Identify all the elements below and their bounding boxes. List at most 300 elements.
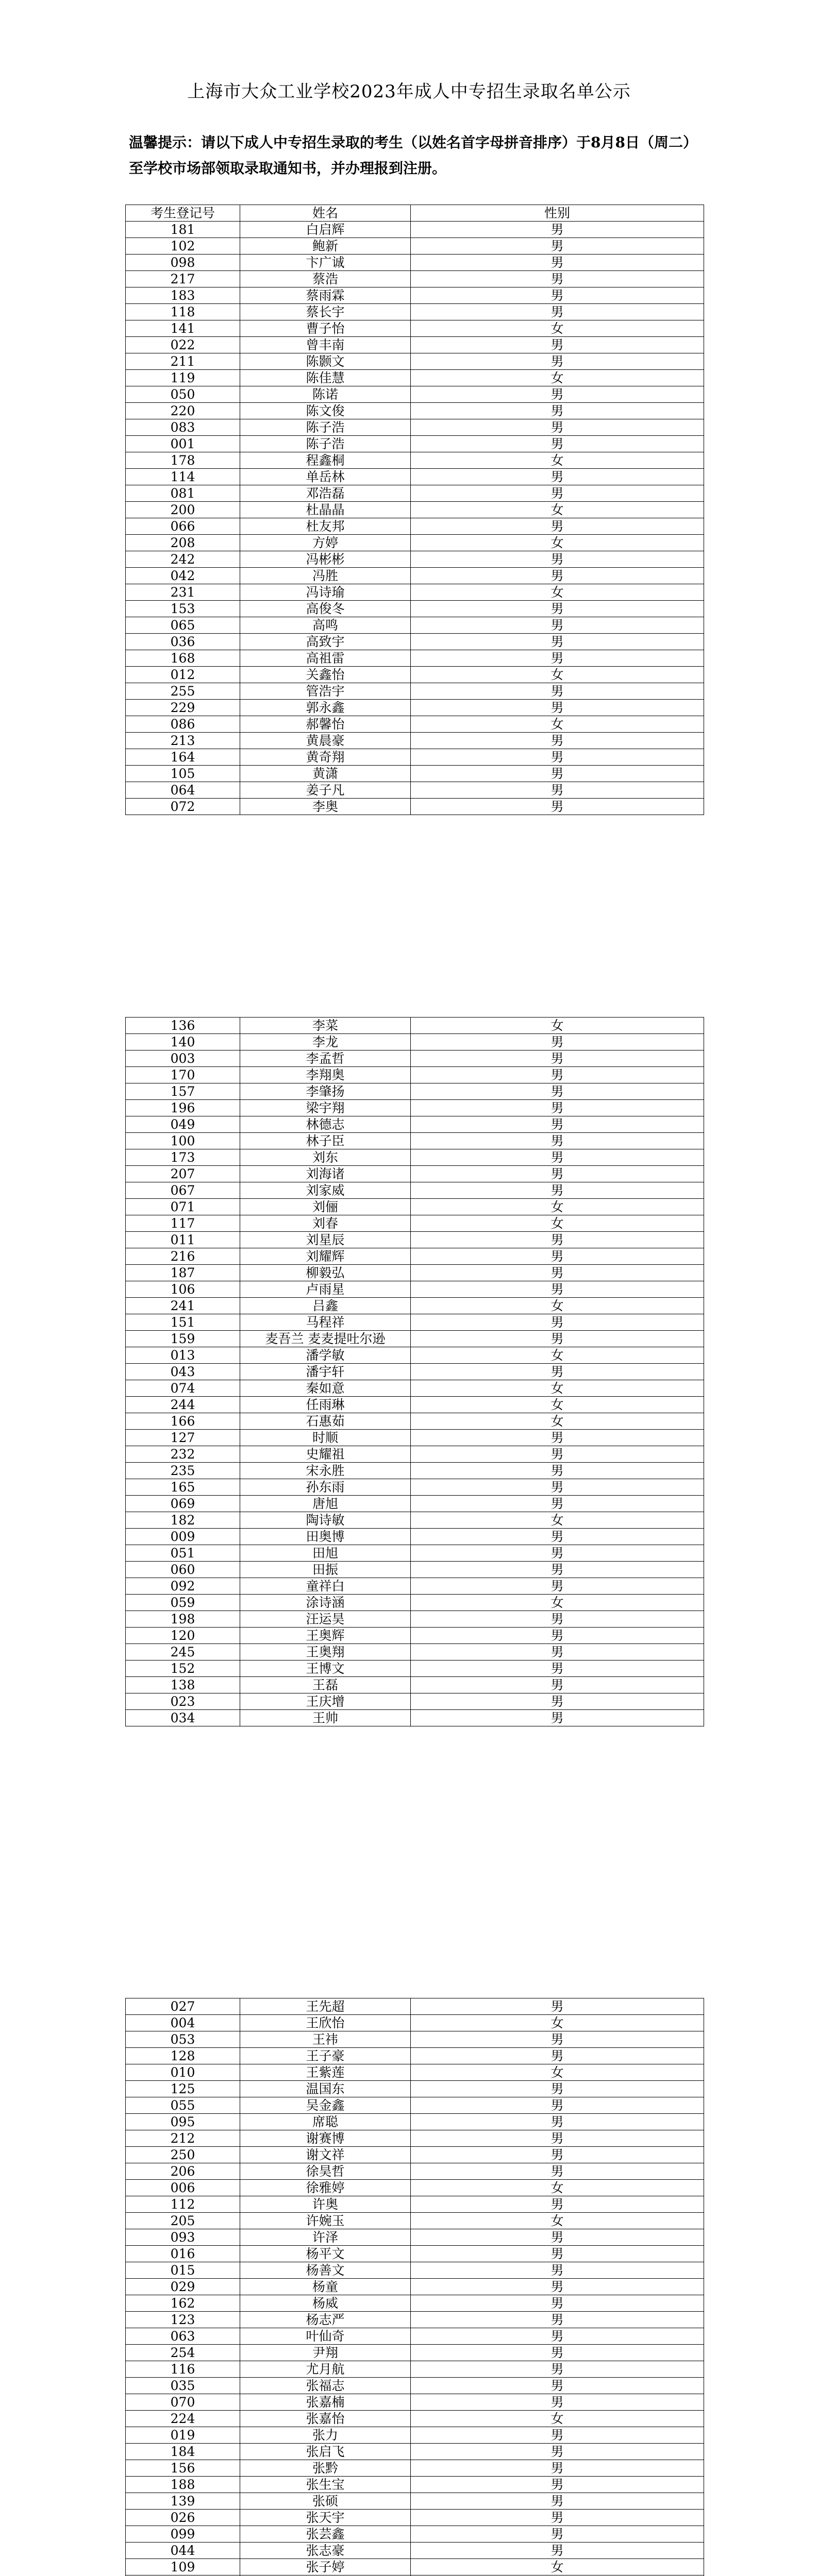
name-cell: 秦如意 — [240, 1380, 411, 1397]
registration-number-cell: 105 — [126, 766, 240, 782]
gender-cell: 男 — [411, 1100, 704, 1116]
table-row — [126, 1083, 704, 1100]
table-row — [126, 1479, 704, 1496]
name-cell: 黄奇翔 — [240, 749, 411, 766]
gender-cell: 男 — [411, 1067, 704, 1083]
name-cell: 王庆增 — [240, 1693, 411, 1710]
registration-number-cell: 242 — [126, 551, 240, 568]
registration-number-cell: 102 — [126, 238, 240, 255]
registration-number-cell: 138 — [126, 1677, 240, 1693]
registration-number-cell: 164 — [126, 749, 240, 766]
table-row — [126, 782, 704, 799]
table-row — [126, 1116, 704, 1133]
registration-number-cell: 093 — [126, 2229, 240, 2246]
gender-cell: 男 — [411, 2163, 704, 2180]
table-row — [126, 733, 704, 749]
table-row — [126, 1199, 704, 1215]
registration-number-cell: 152 — [126, 1660, 240, 1677]
table-row — [126, 2213, 704, 2229]
name-cell: 王祎 — [240, 2031, 411, 2048]
table-row — [126, 799, 704, 815]
name-cell: 王奥翔 — [240, 1644, 411, 1660]
gender-cell: 女 — [411, 667, 704, 683]
table-row — [126, 1578, 704, 1595]
gender-cell: 男 — [411, 337, 704, 353]
table-row — [126, 2427, 704, 2444]
name-cell: 谢赛博 — [240, 2130, 411, 2147]
registration-number-cell: 166 — [126, 1413, 240, 1430]
registration-number-cell: 060 — [126, 1562, 240, 1578]
registration-number-cell: 106 — [126, 1281, 240, 1298]
gender-cell: 男 — [411, 700, 704, 716]
table-row — [126, 1347, 704, 1364]
name-cell: 黄晨豪 — [240, 733, 411, 749]
name-cell: 方婷 — [240, 535, 411, 551]
name-cell: 陈子浩 — [240, 436, 411, 452]
table-row — [126, 337, 704, 353]
registration-number-cell: 208 — [126, 535, 240, 551]
table-row — [126, 749, 704, 766]
admission-table-part-1 — [125, 205, 704, 815]
gender-header: 性别 — [411, 205, 704, 222]
gender-cell: 男 — [411, 304, 704, 320]
table-row — [126, 1050, 704, 1067]
registration-number-cell: 207 — [126, 1166, 240, 1182]
name-cell: 冯彬彬 — [240, 551, 411, 568]
gender-cell: 男 — [411, 617, 704, 634]
table-row — [126, 1298, 704, 1314]
gender-cell: 男 — [411, 1182, 704, 1199]
gender-cell: 男 — [411, 2048, 704, 2064]
gender-cell: 男 — [411, 1364, 704, 1380]
gender-cell: 男 — [411, 2378, 704, 2394]
registration-number-cell: 010 — [126, 2064, 240, 2081]
name-cell: 李菜 — [240, 1018, 411, 1034]
table-row — [126, 2031, 704, 2048]
name-cell: 杨威 — [240, 2295, 411, 2312]
gender-cell: 男 — [411, 436, 704, 452]
name-cell: 张子婷 — [240, 2559, 411, 2575]
registration-number-cell: 019 — [126, 2427, 240, 2444]
name-cell: 林德志 — [240, 1116, 411, 1133]
table-row — [126, 667, 704, 683]
table-row — [126, 2460, 704, 2477]
name-cell: 杨平文 — [240, 2246, 411, 2262]
name-cell: 王奥辉 — [240, 1628, 411, 1644]
gender-cell: 女 — [411, 1199, 704, 1215]
gender-cell: 男 — [411, 1083, 704, 1100]
gender-cell: 女 — [411, 2213, 704, 2229]
name-cell: 杨善文 — [240, 2262, 411, 2279]
registration-number-cell: 070 — [126, 2394, 240, 2411]
registration-number-cell: 254 — [126, 2345, 240, 2361]
name-cell: 张力 — [240, 2427, 411, 2444]
name-header: 姓名 — [240, 205, 411, 222]
registration-number-cell: 123 — [126, 2312, 240, 2328]
registration-number-cell: 184 — [126, 2444, 240, 2460]
table-row — [126, 1413, 704, 1430]
table-row — [126, 2246, 704, 2262]
gender-cell: 女 — [411, 1512, 704, 1529]
gender-cell: 男 — [411, 683, 704, 700]
gender-cell: 男 — [411, 568, 704, 584]
registration-number-cell: 023 — [126, 1693, 240, 1710]
gender-cell: 女 — [411, 2411, 704, 2427]
table-row — [126, 1998, 704, 2015]
registration-number-cell: 112 — [126, 2196, 240, 2213]
table-row — [126, 370, 704, 386]
admission-table-part-2 — [125, 1017, 704, 1726]
table-row — [126, 1628, 704, 1644]
registration-number-cell: 029 — [126, 2279, 240, 2295]
name-cell: 陈佳慧 — [240, 370, 411, 386]
table-row — [126, 2097, 704, 2114]
table-row — [126, 1100, 704, 1116]
name-cell: 尤月航 — [240, 2361, 411, 2378]
name-cell: 马程祥 — [240, 1314, 411, 1331]
registration-number-cell: 156 — [126, 2460, 240, 2477]
name-cell: 郝馨怡 — [240, 716, 411, 733]
gender-cell: 女 — [411, 370, 704, 386]
gender-cell: 男 — [411, 1050, 704, 1067]
table-row — [126, 2015, 704, 2031]
registration-number-cell: 241 — [126, 1298, 240, 1314]
table-row — [126, 2510, 704, 2526]
registration-number-cell: 086 — [126, 716, 240, 733]
table-row — [126, 601, 704, 617]
registration-number-cell: 125 — [126, 2081, 240, 2097]
name-cell: 孙东雨 — [240, 1479, 411, 1496]
gender-cell: 男 — [411, 2295, 704, 2312]
table-row — [126, 2361, 704, 2378]
registration-number-cell: 055 — [126, 2097, 240, 2114]
name-cell: 徐雅婷 — [240, 2180, 411, 2196]
name-cell: 程鑫桐 — [240, 452, 411, 469]
name-cell: 李龙 — [240, 1034, 411, 1050]
name-cell: 李翔奥 — [240, 1067, 411, 1083]
name-cell: 高俊冬 — [240, 601, 411, 617]
table-row — [126, 1644, 704, 1660]
table-row — [126, 271, 704, 287]
table-row — [126, 1595, 704, 1611]
table-row — [126, 304, 704, 320]
registration-number-cell: 016 — [126, 2246, 240, 2262]
name-cell: 田振 — [240, 1562, 411, 1578]
table-row — [126, 2328, 704, 2345]
name-cell: 任雨琳 — [240, 1397, 411, 1413]
table-row — [126, 419, 704, 436]
registration-number-cell: 244 — [126, 1397, 240, 1413]
gender-cell: 男 — [411, 1545, 704, 1562]
name-cell: 姜子凡 — [240, 782, 411, 799]
registration-number-cell: 050 — [126, 386, 240, 403]
gender-cell: 男 — [411, 2477, 704, 2493]
gender-cell: 女 — [411, 452, 704, 469]
table-row — [126, 2130, 704, 2147]
name-cell: 陈文俊 — [240, 403, 411, 419]
gender-cell: 男 — [411, 2229, 704, 2246]
gender-cell: 男 — [411, 733, 704, 749]
gender-cell: 男 — [411, 469, 704, 485]
registration-number-cell: 117 — [126, 1215, 240, 1232]
table-row — [126, 1529, 704, 1545]
table-row — [126, 1397, 704, 1413]
name-cell: 郭永鑫 — [240, 700, 411, 716]
name-cell: 张嘉楠 — [240, 2394, 411, 2411]
table-row — [126, 1512, 704, 1529]
registration-number-cell: 035 — [126, 2378, 240, 2394]
name-cell: 张天宇 — [240, 2510, 411, 2526]
registration-number-cell: 095 — [126, 2114, 240, 2130]
table-row — [126, 2444, 704, 2460]
registration-number-cell: 157 — [126, 1083, 240, 1100]
name-cell: 杜友邦 — [240, 518, 411, 535]
table-row — [126, 436, 704, 452]
table-row — [126, 2147, 704, 2163]
registration-number-cell: 181 — [126, 222, 240, 238]
name-cell: 刘海诸 — [240, 1166, 411, 1182]
name-cell: 潘宇轩 — [240, 1364, 411, 1380]
table-row — [126, 2378, 704, 2394]
table-row — [126, 1463, 704, 1479]
gender-cell: 女 — [411, 2064, 704, 2081]
gender-cell: 男 — [411, 287, 704, 304]
gender-cell: 男 — [411, 222, 704, 238]
gender-cell: 女 — [411, 2559, 704, 2575]
gender-cell: 男 — [411, 1611, 704, 1628]
registration-number-cell: 065 — [126, 617, 240, 634]
table-row — [126, 485, 704, 502]
registration-number-cell: 012 — [126, 667, 240, 683]
table-row — [126, 683, 704, 700]
table-row — [126, 1182, 704, 1199]
registration-number-cell: 026 — [126, 2510, 240, 2526]
name-cell: 蔡浩 — [240, 271, 411, 287]
name-cell: 麦吾兰 麦麦提吐尔逊 — [240, 1331, 411, 1347]
name-cell: 曹子怡 — [240, 320, 411, 337]
name-cell: 李孟哲 — [240, 1050, 411, 1067]
gender-cell: 男 — [411, 2081, 704, 2097]
gender-cell: 男 — [411, 634, 704, 650]
name-cell: 杨童 — [240, 2279, 411, 2295]
table-row — [126, 2114, 704, 2130]
table-row — [126, 2196, 704, 2213]
name-cell: 管浩宇 — [240, 683, 411, 700]
name-cell: 许泽 — [240, 2229, 411, 2246]
registration-number-cell: 162 — [126, 2295, 240, 2312]
table-row — [126, 2081, 704, 2097]
name-cell: 高鸣 — [240, 617, 411, 634]
registration-number-cell: 170 — [126, 1067, 240, 1083]
gender-cell: 男 — [411, 353, 704, 370]
name-cell: 许奥 — [240, 2196, 411, 2213]
registration-number-cell: 069 — [126, 1496, 240, 1512]
registration-number-cell: 159 — [126, 1331, 240, 1347]
gender-cell: 男 — [411, 2114, 704, 2130]
name-cell: 王欣怡 — [240, 2015, 411, 2031]
name-cell: 宋永胜 — [240, 1463, 411, 1479]
name-cell: 鲍新 — [240, 238, 411, 255]
gender-cell: 男 — [411, 1998, 704, 2015]
table-row — [126, 1314, 704, 1331]
registration-number-cell: 081 — [126, 485, 240, 502]
table-row — [126, 2493, 704, 2510]
name-cell: 史耀祖 — [240, 1446, 411, 1463]
name-cell: 潘学敏 — [240, 1347, 411, 1364]
registration-number-cell: 196 — [126, 1100, 240, 1116]
registration-number-cell: 109 — [126, 2559, 240, 2575]
registration-number-cell: 127 — [126, 1430, 240, 1446]
name-cell: 蔡雨霖 — [240, 287, 411, 304]
name-cell: 卢雨星 — [240, 1281, 411, 1298]
gender-cell: 女 — [411, 1298, 704, 1314]
gender-cell: 女 — [411, 2015, 704, 2031]
name-cell: 王博文 — [240, 1660, 411, 1677]
gender-cell: 男 — [411, 485, 704, 502]
table-row — [126, 287, 704, 304]
table-row — [126, 634, 704, 650]
gender-cell: 男 — [411, 271, 704, 287]
gender-cell: 男 — [411, 255, 704, 271]
registration-number-cell: 188 — [126, 2477, 240, 2493]
gender-cell: 男 — [411, 1644, 704, 1660]
name-cell: 时顺 — [240, 1430, 411, 1446]
table-row — [126, 1265, 704, 1281]
name-cell: 刘俪 — [240, 1199, 411, 1215]
table-row — [126, 2262, 704, 2279]
registration-number-cell: 216 — [126, 1248, 240, 1265]
registration-number-cell: 064 — [126, 782, 240, 799]
gender-cell: 男 — [411, 650, 704, 667]
name-cell: 尹翔 — [240, 2345, 411, 2361]
table-row — [126, 2394, 704, 2411]
registration-number-cell: 015 — [126, 2262, 240, 2279]
table-row — [126, 2048, 704, 2064]
registration-number-cell: 187 — [126, 1265, 240, 1281]
gender-cell: 女 — [411, 1347, 704, 1364]
registration-number-cell: 139 — [126, 2493, 240, 2510]
name-cell: 席聪 — [240, 2114, 411, 2130]
table-row — [126, 238, 704, 255]
registration-number-cell: 067 — [126, 1182, 240, 1199]
registration-number-cell: 224 — [126, 2411, 240, 2427]
registration-number-cell: 022 — [126, 337, 240, 353]
table-row — [126, 1034, 704, 1050]
table-row — [126, 766, 704, 782]
registration-number-cell: 232 — [126, 1446, 240, 1463]
gender-cell: 男 — [411, 2312, 704, 2328]
page-title: 上海市大众工业学校2023年成人中专招生录取名单公示 — [187, 81, 631, 102]
table-row — [126, 1562, 704, 1578]
registration-number-cell: 066 — [126, 518, 240, 535]
gender-cell: 男 — [411, 2510, 704, 2526]
name-cell: 柳毅弘 — [240, 1265, 411, 1281]
registration-number-cell: 053 — [126, 2031, 240, 2048]
name-cell: 王紫莲 — [240, 2064, 411, 2081]
name-cell: 张志豪 — [240, 2543, 411, 2559]
table-row — [126, 1677, 704, 1693]
gender-cell: 男 — [411, 2361, 704, 2378]
table-row — [126, 1710, 704, 1726]
table-row — [126, 502, 704, 518]
gender-cell: 男 — [411, 766, 704, 782]
table-row — [126, 1331, 704, 1347]
gender-cell: 男 — [411, 799, 704, 815]
registration-number-cell: 217 — [126, 271, 240, 287]
gender-cell: 女 — [411, 1215, 704, 1232]
registration-number-cell: 043 — [126, 1364, 240, 1380]
gender-cell: 女 — [411, 1595, 704, 1611]
registration-number-cell: 006 — [126, 2180, 240, 2196]
gender-cell: 男 — [411, 1232, 704, 1248]
table-row — [126, 1018, 704, 1034]
table-row — [126, 255, 704, 271]
gender-cell: 男 — [411, 1034, 704, 1050]
table-row — [126, 1380, 704, 1397]
registration-number-cell: 136 — [126, 1018, 240, 1034]
registration-number-cell: 098 — [126, 255, 240, 271]
gender-cell: 男 — [411, 551, 704, 568]
table-row — [126, 551, 704, 568]
registration-number-cell: 211 — [126, 353, 240, 370]
table-row — [126, 1166, 704, 1182]
name-cell: 王帅 — [240, 1710, 411, 1726]
registration-number-cell: 151 — [126, 1314, 240, 1331]
registration-number-cell: 092 — [126, 1578, 240, 1595]
table-row — [126, 2295, 704, 2312]
name-cell: 张生宝 — [240, 2477, 411, 2493]
table-row — [126, 650, 704, 667]
table-row — [126, 403, 704, 419]
table-row — [126, 2163, 704, 2180]
registration-number-cell: 071 — [126, 1199, 240, 1215]
name-cell: 冯诗瑜 — [240, 584, 411, 601]
registration-number-cell: 173 — [126, 1149, 240, 1166]
name-cell: 黄潇 — [240, 766, 411, 782]
table-row — [126, 1067, 704, 1083]
registration-number-cell: 178 — [126, 452, 240, 469]
name-cell: 张芸鑫 — [240, 2526, 411, 2543]
name-cell: 叶仙奇 — [240, 2328, 411, 2345]
name-cell: 李奥 — [240, 799, 411, 815]
gender-cell: 女 — [411, 320, 704, 337]
name-cell: 杨志严 — [240, 2312, 411, 2328]
table-row — [126, 1232, 704, 1248]
name-cell: 梁宇翔 — [240, 1100, 411, 1116]
registration-number-cell: 051 — [126, 1545, 240, 1562]
table-row — [126, 2411, 704, 2427]
gender-cell: 男 — [411, 1446, 704, 1463]
name-cell: 关鑫怡 — [240, 667, 411, 683]
registration-number-cell: 100 — [126, 1133, 240, 1149]
registration-number-cell: 059 — [126, 1595, 240, 1611]
registration-number-cell: 116 — [126, 2361, 240, 2378]
gender-cell: 女 — [411, 502, 704, 518]
registration-number-cell: 044 — [126, 2543, 240, 2559]
gender-cell: 男 — [411, 1562, 704, 1578]
name-cell: 陈颢文 — [240, 353, 411, 370]
registration-number-cell: 114 — [126, 469, 240, 485]
name-cell: 卞广诚 — [240, 255, 411, 271]
name-cell: 陈诺 — [240, 386, 411, 403]
name-cell: 高祖雷 — [240, 650, 411, 667]
gender-cell: 女 — [411, 535, 704, 551]
registration-number-cell: 140 — [126, 1034, 240, 1050]
gender-cell: 男 — [411, 782, 704, 799]
gender-cell: 男 — [411, 749, 704, 766]
name-cell: 邓浩磊 — [240, 485, 411, 502]
gender-cell: 男 — [411, 1248, 704, 1265]
